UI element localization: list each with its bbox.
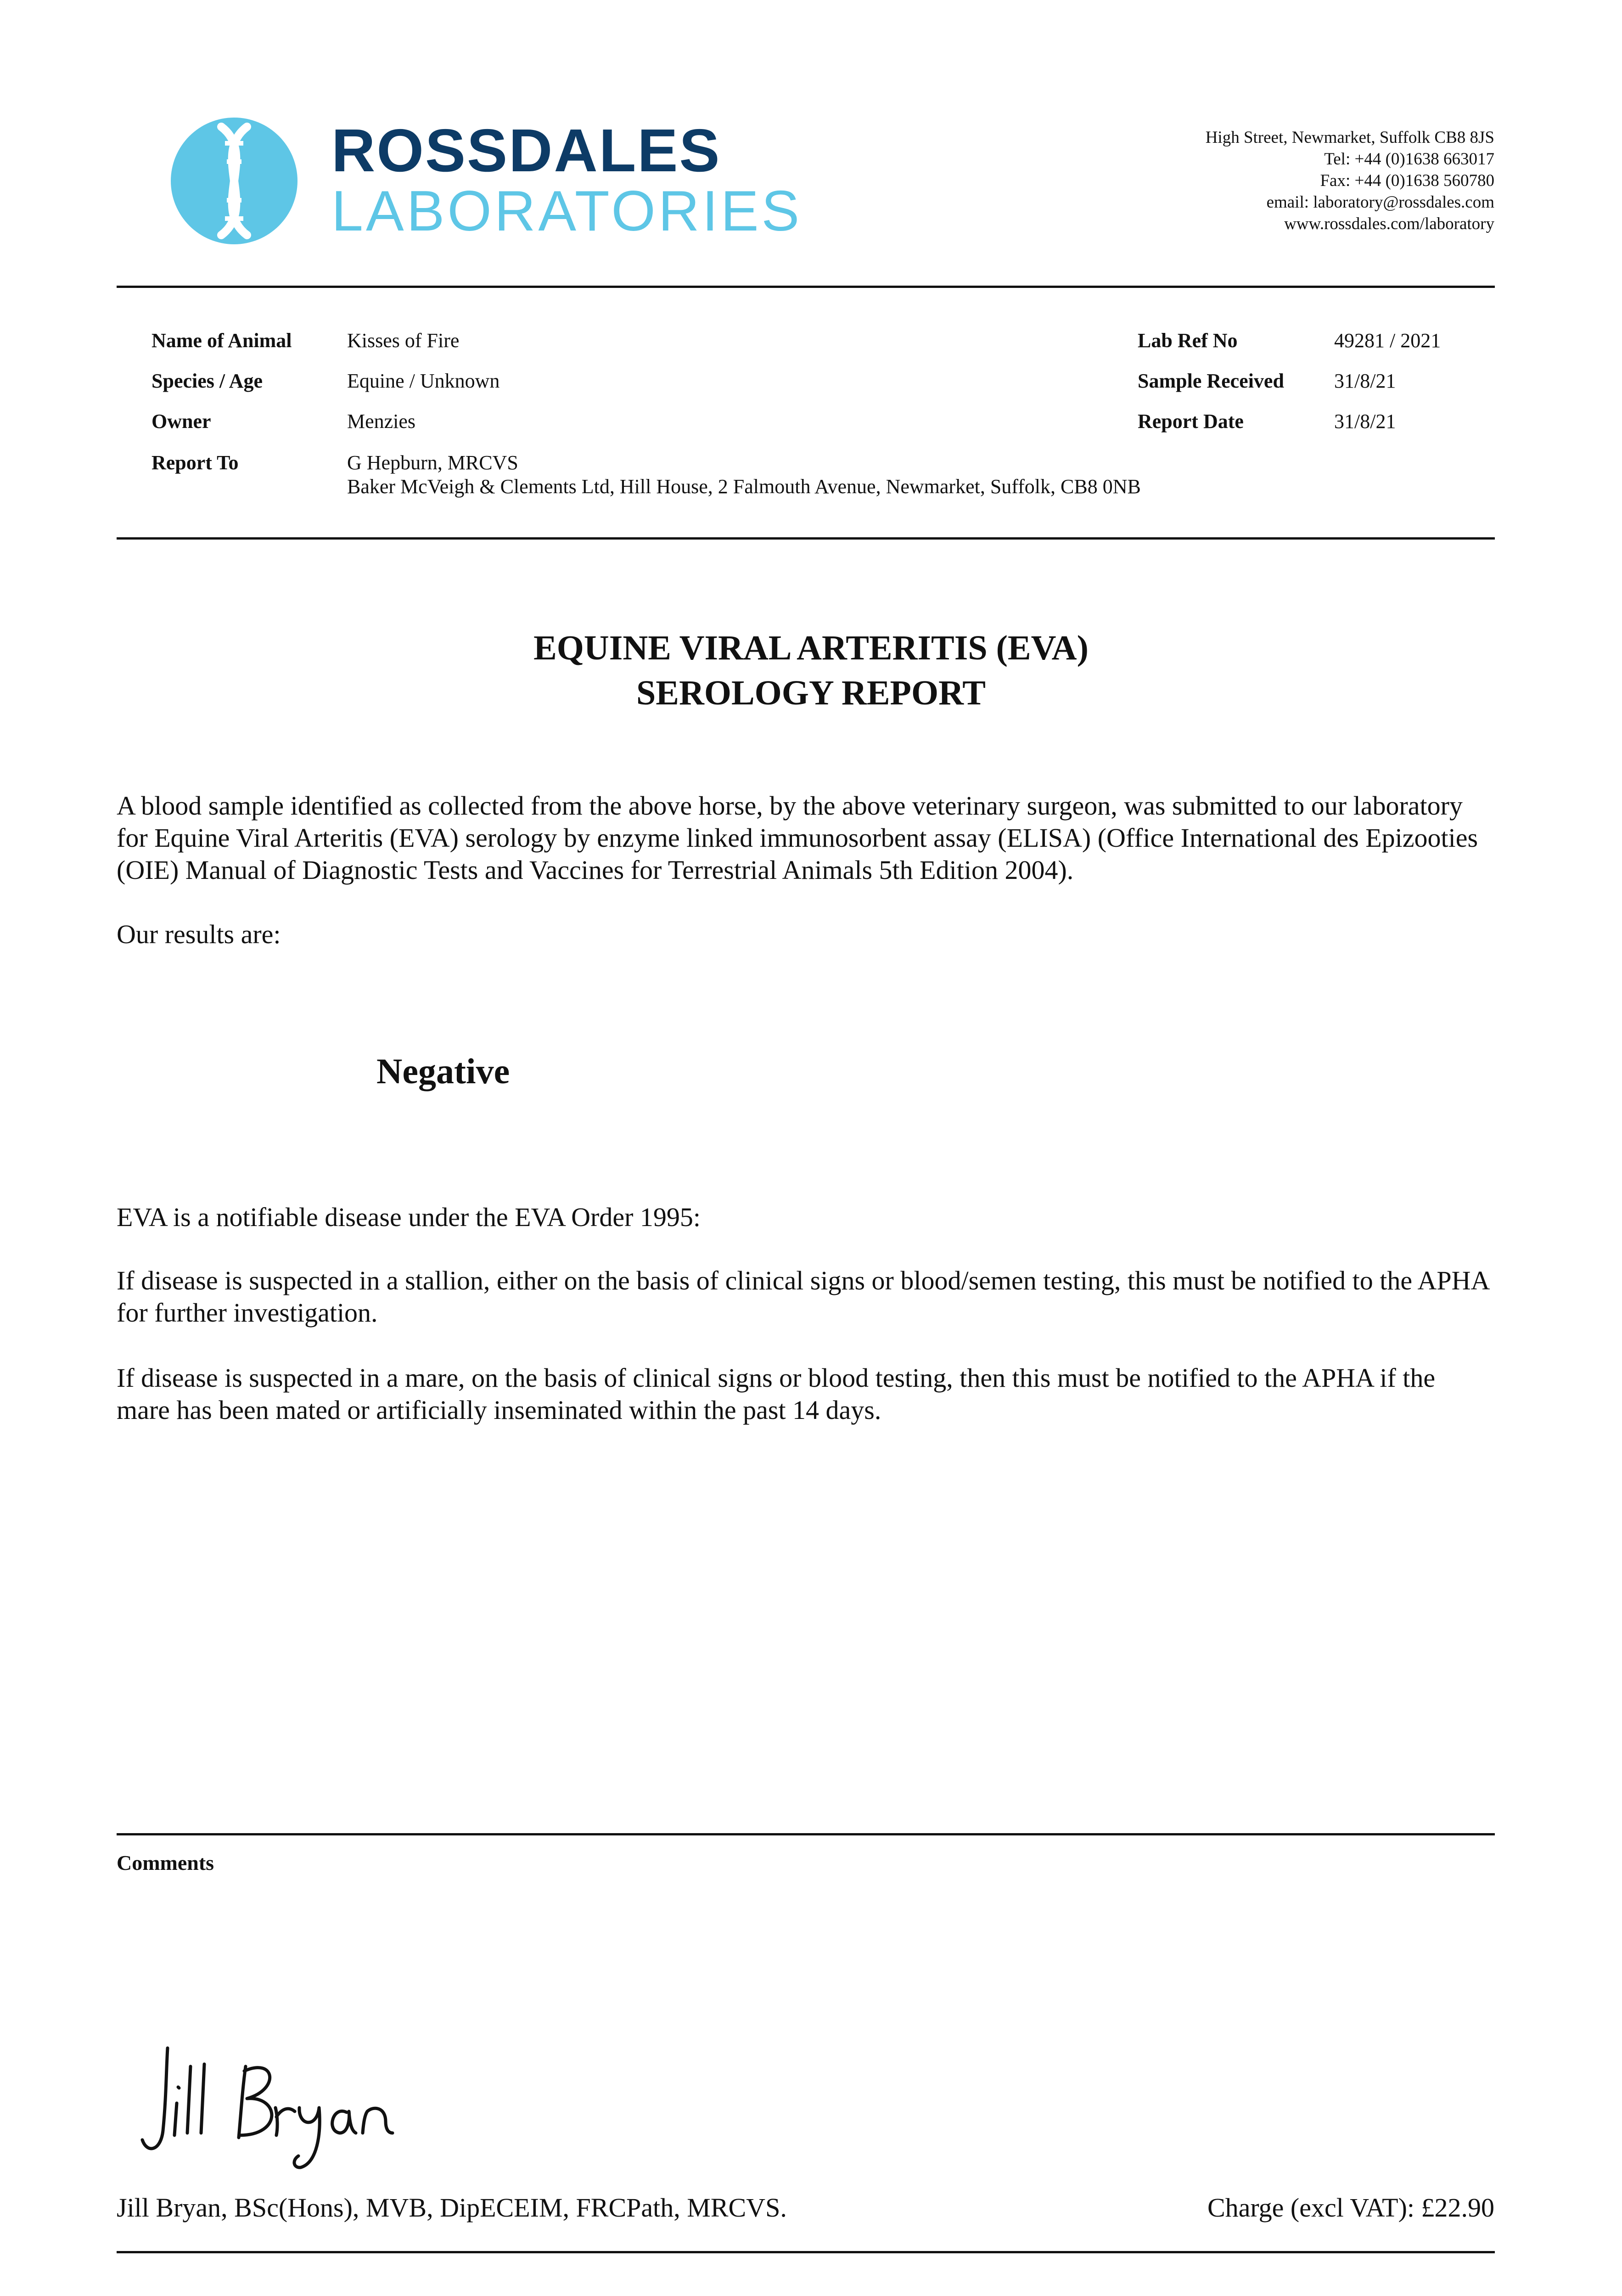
- notifiable-notice: EVA is a notifiable disease under the EVA Order 1995:: [117, 1202, 701, 1232]
- report-to-name: G Hepburn, MRCVS: [347, 451, 518, 474]
- report-title-line1: EQUINE VIRAL ARTERITIS (EVA): [533, 629, 1089, 667]
- contact-website: www.rossdales.com/laboratory: [1284, 214, 1494, 233]
- results-intro: Our results are:: [117, 919, 281, 949]
- sample-received-label: Sample Received: [1138, 370, 1284, 392]
- logo-wordmark-rossdales: ROSSDALES: [331, 117, 721, 184]
- dna-helix-icon: [171, 118, 297, 244]
- mare-paragraph: If disease is suspected in a mare, on the basis of clinical signs or blood testing, then this must be notified to the APHA if the mare has been mated or artificially inseminated within the past 14 days.: [117, 1363, 1436, 1425]
- report-to-label: Report To: [152, 451, 239, 474]
- footer-divider: [117, 2251, 1495, 2253]
- report-title-line2: SEROLOGY REPORT: [636, 674, 986, 712]
- report-date-value: 31/8/21: [1334, 410, 1396, 433]
- header-divider: [117, 286, 1495, 288]
- contact-fax: Fax: +44 (0)1638 560780: [1320, 171, 1494, 190]
- name-of-animal-label: Name of Animal: [152, 329, 292, 352]
- contact-tel: Tel: +44 (0)1638 663017: [1324, 150, 1494, 169]
- contact-email: email: laboratory@rossdales.com: [1266, 193, 1494, 212]
- comments-divider: [117, 1833, 1495, 1835]
- contact-block: [1206, 127, 1494, 235]
- dna-helix-graphic: [171, 118, 297, 244]
- owner-label: Owner: [152, 410, 211, 433]
- details-divider: [117, 537, 1495, 540]
- charge-amount: Charge (excl VAT): £22.90: [1207, 2193, 1494, 2223]
- owner-value: Menzies: [347, 410, 416, 433]
- lab-ref-value: 49281 / 2021: [1334, 329, 1441, 352]
- report-date-label: Report Date: [1138, 410, 1244, 433]
- result-value: Negative: [376, 1051, 510, 1091]
- signer-credentials: Jill Bryan, BSc(Hons), MVB, DipECEIM, FRCPath, MRCVS.: [117, 2193, 787, 2223]
- species-age-value: Equine / Unknown: [347, 370, 500, 392]
- signature-graphic: [124, 2039, 409, 2177]
- species-age-label: Species / Age: [152, 370, 263, 392]
- sample-received-value: 31/8/21: [1334, 370, 1396, 392]
- report-to-address: Baker McVeigh & Clements Ltd, Hill House, 2 Falmouth Avenue, Newmarket, Suffolk, CB8 0NB: [347, 475, 1141, 498]
- signature: [124, 2039, 409, 2177]
- stallion-paragraph: If disease is suspected in a stallion, either on the basis of clinical signs or blood/semen testing, this must be notified to the APHA for further investigation.: [117, 1266, 1489, 1328]
- name-of-animal-value: Kisses of Fire: [347, 329, 460, 352]
- comments-label: Comments: [117, 1851, 214, 1874]
- logo-wordmark-laboratories: LABORATORIES: [331, 180, 803, 243]
- intro-paragraph: A blood sample identified as collected from the above horse, by the above veterinary surgeon, was submitted to our laboratory for Equine Viral Arteritis (EVA) serology by enzyme linked immunosorbent assay (ELISA) (Office International des Epizooties (OIE) Manual of Diagnostic Tests and Vaccines for Terrestrial Animals 5th Edition 2004).: [117, 791, 1478, 885]
- lab-ref-label: Lab Ref No: [1138, 329, 1238, 352]
- contact-address: High Street, Newmarket, Suffolk CB8 8JS: [1205, 128, 1494, 147]
